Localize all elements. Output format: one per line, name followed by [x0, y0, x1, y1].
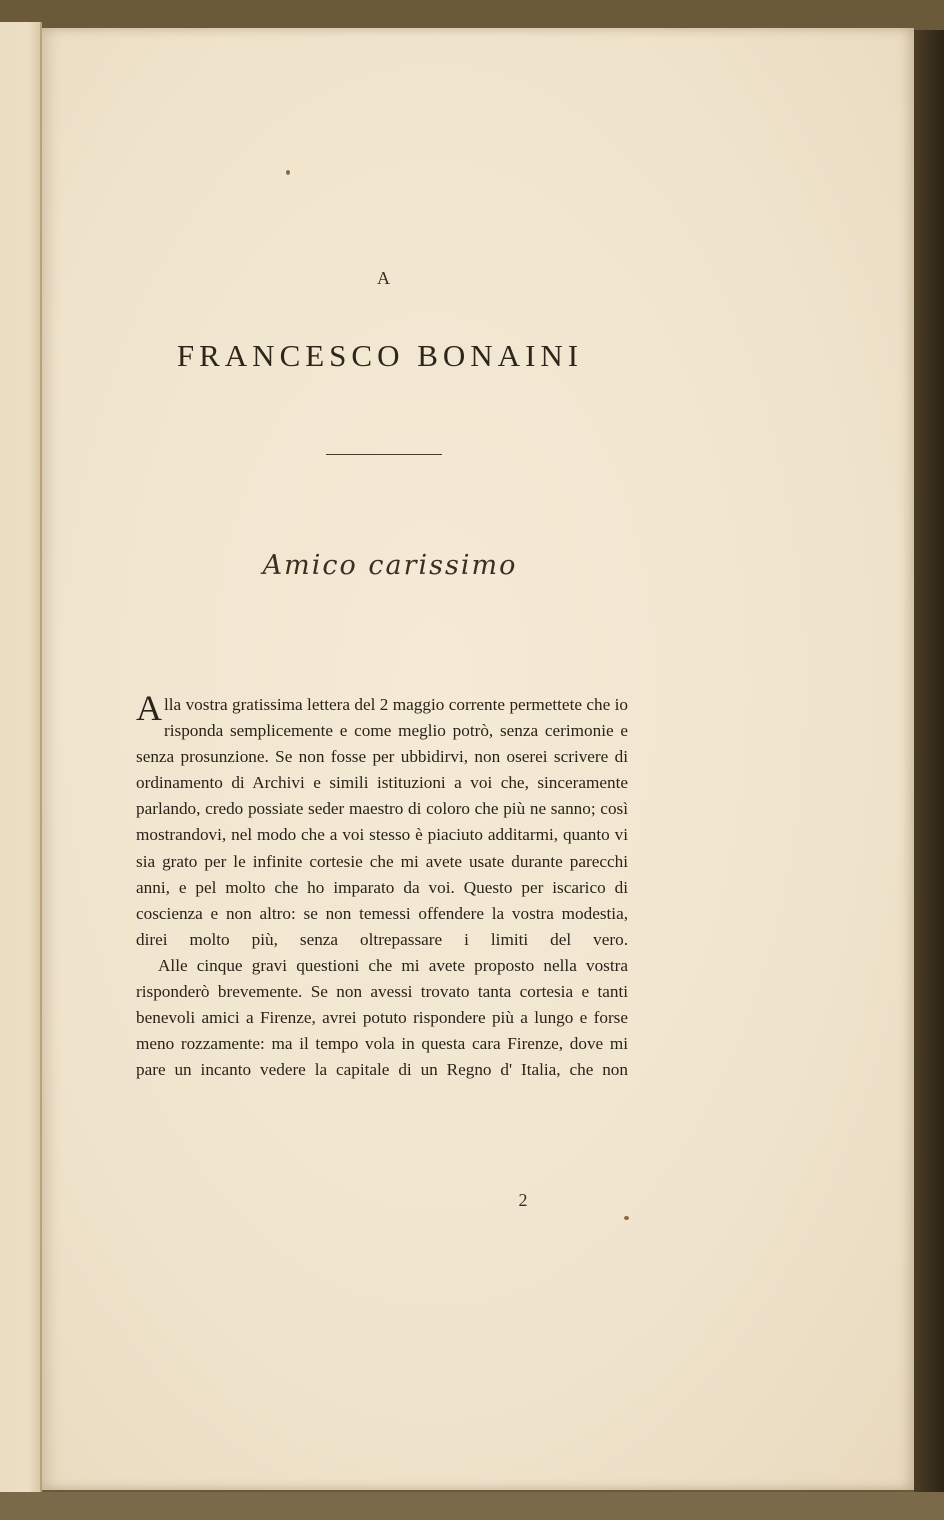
dedication-preposition: A [377, 268, 391, 288]
divider-rule [326, 454, 442, 455]
salutation: Amico carissimo [262, 550, 518, 581]
bottom-edge [0, 1492, 944, 1520]
paragraph-1-text: lla vostra gratissima lettera del 2 maggio corrente permettete che io risponda semplicemente e come meglio potrò, senza cerimonie e senza prosunzione. Se non fosse per ubbidirvi, non oserei scrivere di ordinamento di Archivi e simili istituzioni a voi che, sinceramente parlando, credo possiate seder maestro di coloro che più ne sanno; così mostrandovi, nel modo che a voi stesso è piaciuto additarmi, quanto vi sia grato per le infinite cortesie che mi avete usate durante parecchi anni, e pel molto che ho imparato da voi. Questo per iscarico di coscienza e non altro: se non temessi offendere la vostra modestia, direi molto più, senza oltrepassare i limiti del vero. [136, 695, 628, 949]
book-spine-shadow [914, 30, 944, 1510]
paper-speck [286, 170, 290, 175]
dedicatee-name: FRANCESCO BONAINI [176, 338, 584, 373]
paragraph-1 [136, 688, 628, 953]
page-number: 2 [518, 1190, 528, 1210]
adjacent-page-edge [0, 22, 42, 1492]
paper-speck [624, 1216, 629, 1220]
letter-body [136, 688, 628, 1083]
drop-cap: A [136, 688, 162, 728]
paragraph-2: Alle cinque gravi questioni che mi avete proposto nella vostra risponderò brevemente. Se non avessi trovato tanta cortesia e tanti benevoli amici a Firenze, avrei potuto rispondere più a lungo e forse meno rozzamente: ma il tempo vola in questa cara Firenze, dove mi pare un incanto vedere la capitale di un Regno d' Italia, che non [136, 955, 628, 1080]
